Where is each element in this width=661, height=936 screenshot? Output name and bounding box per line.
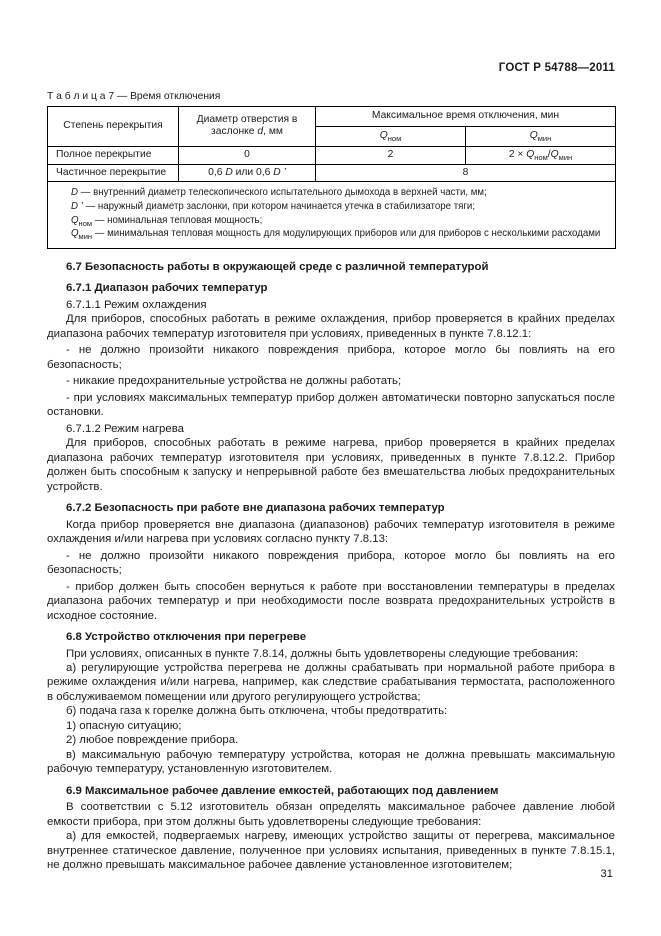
list-item-v: в) максимальную рабочую температуру устройства, которая не должна превышать максимальную рабочую температуру, установленную изготовителем. (47, 748, 615, 776)
note-q-min (57, 228, 606, 241)
header-diameter (179, 107, 316, 147)
header-diameter-unit: , мм (263, 126, 283, 138)
q-nom-subscript: ном (534, 152, 548, 162)
paragraph: В соответствии с 5.12 изготовитель обязан определять максимальное рабочее давление любой емкости прибора, при этом должны быть удовлетворены следующие требования: (47, 801, 615, 828)
heading-6-7: 6.7 Безопасность работы в окружающей среде с различной температурой (66, 260, 489, 273)
cell-time-partial: 8 (316, 164, 616, 182)
table-notes-row (48, 182, 616, 248)
sublist-item-2: 2) любое повреждение прибора. (66, 734, 239, 747)
note-d (57, 187, 606, 200)
q-nom-subscript: ном (387, 133, 402, 143)
d-symbol: D (71, 187, 78, 199)
d-symbol: D (225, 166, 233, 178)
diameter-symbol: d (257, 126, 264, 138)
heading-6-7-2: 6.7.2 Безопасность при работе вне диапазона рабочих температур (66, 502, 445, 515)
table-notes (48, 182, 616, 248)
paragraph: Когда прибор проверяется вне диапазона (диапазонов) рабочих температур изготовителя в режиме охлаждения и/или нагрева при условиях согласно пункту 7.8.13: (47, 518, 615, 546)
cell-diameter-partial (179, 164, 316, 182)
paragraph: Для приборов, способных работать в режиме нагрева, прибор проверяется в крайних пределах диапазона рабочих температур изготовителя при условиях, приведенных в пункте 7.8.12.2. Прибор должен быть способным к запуску и непрерывной работе без вмешательства любых предохранительных устройств. (47, 437, 615, 493)
paragraph: Для приборов, способных работать в режиме охлаждения, прибор проверяется в крайних пределах диапазона рабочих температур изготовителя при условиях, приведенных в пункте 7.8.12.1: (47, 313, 615, 340)
list-item: - не должно произойти никакого повреждения прибора, которое могло бы повлиять на его безопасность; (47, 344, 615, 371)
list-item-a: а) для емкостей, подвергаемых нагреву, имеющих устройство защиты от перегрева, максимальное внутреннее статическое давление, полученное при условиях испытания, приведенных в пункте 7.8.15.1, не должно превышать максимальное рабочее давление установленное изготовителем; (47, 830, 615, 872)
cell-degree-full: Полное перекрытие (48, 146, 179, 164)
cell-qnom-full: 2 (316, 146, 466, 164)
heading-6-7-1-1: 6.7.1.1 Режим охлаждения (66, 298, 207, 311)
q-symbol: Q (529, 129, 538, 141)
heading-6-9: 6.9 Максимальное рабочее давление емкостей, работающих под давлением (66, 784, 499, 797)
list-item-a: а) регулирующие устройства перегрева не должны срабатывать при нормальной работе прибора в режиме охлаждения и/или нагрева, например, как следствие срабатывания термостата, расположенного в обслуживаемом помещении или другого регулирующего устройства; (47, 661, 615, 703)
cell-diameter-full: 0 (179, 146, 316, 164)
list-item: - при условиях максимальных температур прибор должен автоматически повторно запускаться после остановки. (47, 391, 615, 419)
table-header-row (48, 107, 616, 127)
d-prime-symbol: D ’ (71, 201, 83, 213)
q-symbol: Q (71, 228, 79, 240)
value-mid: или 0,6 (232, 166, 274, 178)
page-number: 31 (600, 868, 613, 880)
q-symbol: Q (71, 214, 79, 226)
document-body (47, 260, 615, 873)
note-d-prime (57, 201, 606, 214)
formula-prefix: 2 × (508, 148, 527, 160)
q-symbol: Q (526, 148, 535, 160)
list-item: - никакие предохранительные устройства не должны работать; (66, 375, 402, 388)
q-min-subscript: мин (537, 133, 552, 143)
table-row-partial-overlap (48, 164, 616, 182)
heading-6-8: 6.8 Устройство отключения при перегреве (66, 631, 307, 644)
list-item: - не должно произойти никакого повреждения прибора, которое могло бы повлиять на его безопасность; (47, 549, 615, 577)
header-max-time: Максимальное время отключения, мин (316, 107, 616, 127)
shutdown-time-table (47, 106, 616, 249)
cell-qmin-full (466, 146, 616, 164)
d-prime-symbol: D ’ (273, 166, 286, 178)
heading-6-7-1-2: 6.7.1.2 Режим нагрева (66, 422, 184, 435)
sublist-item-1: 1) опасную ситуацию; (66, 719, 182, 732)
q-symbol: Q (550, 148, 559, 160)
header-diameter-text: Диаметр отверстия в заслонке (196, 113, 298, 138)
q-nom-subscript: ном (78, 218, 93, 228)
heading-6-7-1: 6.7.1 Диапазон рабочих температур (66, 282, 268, 295)
q-min-subscript: мин (78, 232, 93, 242)
table-caption: Т а б л и ц а 7 — Время отключения (47, 91, 221, 102)
table-row-full-overlap (48, 146, 616, 164)
q-min-subscript: мин (558, 152, 573, 162)
note-text: — номинальная тепловая мощность; (92, 214, 263, 226)
note-text: — минимальная тепловая мощность для модулирующих приборов или для приборов с несколькими расходами (92, 228, 601, 240)
note-q-nom (57, 215, 606, 228)
list-item-b: б) подача газа к горелке должна быть отключена, чтобы предотвратить: (66, 705, 448, 718)
paragraph: При условиях, описанных в пункте 7.8.14, должны быть удовлетворены следующие требования: (66, 647, 579, 660)
doc-header-code: ГОСТ Р 54788—2011 (498, 62, 615, 74)
header-degree: Степень перекрытия (48, 107, 179, 147)
cell-degree-partial: Частичное перекрытие (48, 164, 179, 182)
q-symbol: Q (379, 129, 388, 141)
list-item: - прибор должен быть способен вернуться к работе при восстановлении температуры в пределах диапазона рабочих температур и при необходимости после возврата предохранительных устройств в исходное состояние. (47, 580, 615, 622)
note-text: — наружный диаметр заслонки, при котором начинается утечка в стабилизаторе тяги; (82, 201, 476, 213)
header-q-nom (316, 126, 466, 146)
header-q-min (466, 126, 616, 146)
note-text: — внутренний диаметр телескопического испытательного дымохода в верхней части, мм; (78, 187, 487, 199)
formula-separator: / (547, 148, 551, 160)
value-prefix: 0,6 (208, 166, 226, 178)
